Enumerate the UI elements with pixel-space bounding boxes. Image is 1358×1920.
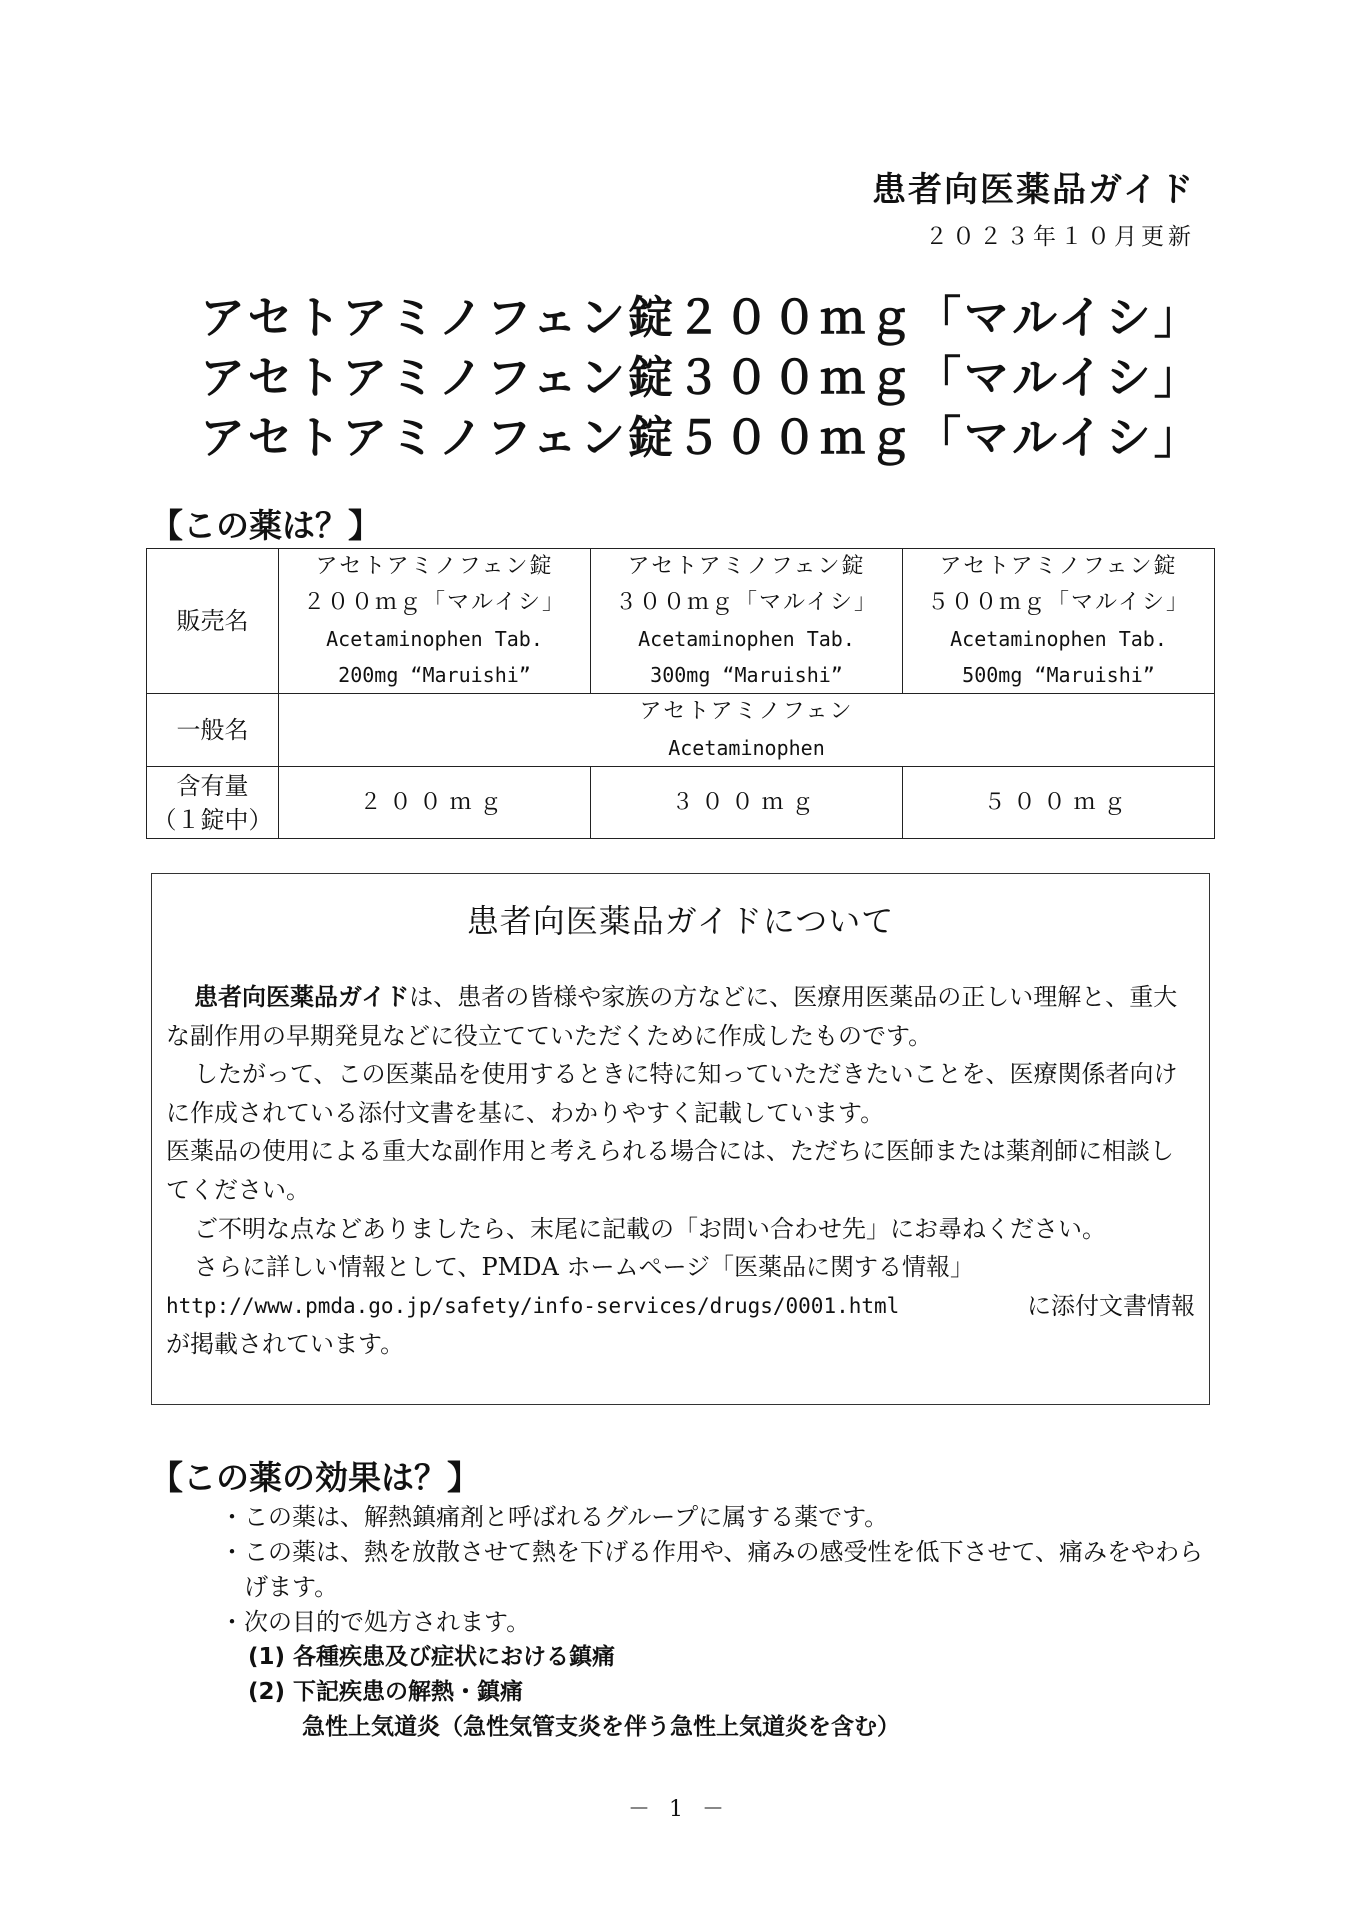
drug-titles [200, 288, 1200, 468]
section-heading-effects: 【この薬の効果は？】 [150, 1458, 480, 1497]
content-amount: ５００ｍｇ [903, 767, 1215, 839]
content-label-line: 含有量 [176, 771, 249, 800]
section-heading-about: 【この薬は？】 [150, 506, 381, 545]
guide-paragraph: したがって、この医薬品を使用するときに特に知っていただきたいことを、医療関係者向けに作成されている添付文書を基に、わかりやすく記載しています。 [166, 1060, 1178, 1127]
table-row [147, 694, 1215, 767]
indication-detail: 急性上気道炎（急性気管支炎を伴う急性上気道炎を含む） [302, 1714, 900, 1740]
content-label-line: （１錠中） [152, 805, 273, 834]
effects-list [220, 1500, 1220, 1745]
content-label [147, 767, 279, 839]
page-number: － 1 － [628, 1797, 730, 1822]
bullet-mark: ・ [220, 1608, 244, 1636]
guide-paragraph: さらに詳しい情報として、PMDA ホームページ「医薬品に関する情報」 [194, 1253, 974, 1282]
update-date: ２０２３年１０月更新 [925, 224, 1195, 250]
table-row [147, 549, 1215, 694]
drug-title: アセトアミノフェン錠２００ｍｇ「マルイシ」 [200, 291, 1202, 344]
guide-box-text [166, 978, 1195, 1364]
brand-en-line: Acetaminophen Tab. [326, 627, 543, 651]
list-item-text: この薬は、解熱鎮痛剤と呼ばれるグループに属する薬です。 [244, 1503, 889, 1531]
brand-en-line: Acetaminophen Tab. [950, 627, 1167, 651]
guide-url-line [166, 1287, 1195, 1326]
list-item-text: 次の目的で処方されます。 [244, 1608, 531, 1636]
bullet-mark: ・ [220, 1538, 244, 1566]
brand-jp-line: アセトアミノフェン錠 [939, 554, 1178, 579]
brand-jp-line: アセトアミノフェン錠 [627, 554, 866, 579]
document-type-heading: 患者向医薬品ガイド [872, 170, 1195, 210]
list-item-text: この薬は、熱を放散させて熱を下げる作用や、痛みの感受性を低下させて、痛みをやわらげます。 [244, 1538, 1204, 1601]
brand-cell [591, 549, 903, 694]
brand-cell [279, 549, 591, 694]
list-item [220, 1605, 1220, 1640]
guide-paragraph [166, 978, 1195, 1055]
bullet-mark: ・ [220, 1503, 244, 1531]
indication-item: (1) 各種疾患及び症状における鎮痛 [248, 1644, 616, 1670]
guide-text-span: に添付文書情報 [1027, 1291, 1195, 1320]
brand-en-line: 500mg “Maruishi” [962, 663, 1155, 687]
generic-name-en: Acetaminophen [668, 736, 825, 760]
brand-jp-line: アセトアミノフェン錠 [315, 554, 554, 579]
drug-info-table [146, 548, 1215, 839]
guide-bold-term: 患者向医薬品ガイド [194, 983, 410, 1011]
guide-text-span: は、患者の皆様や家族の方などに、医療用医薬品の正しい理解と、重大な副作用の早期発見などに役立てていただくために作成したものです。 [166, 983, 1178, 1050]
generic-name-label: 一般名 [147, 694, 279, 767]
brand-cell [903, 549, 1215, 694]
brand-en-line: 200mg “Maruishi” [338, 663, 531, 687]
pmda-url-link[interactable]: http://www.pmda.go.jp/safety/info-services/drugs/0001.html [166, 1293, 900, 1318]
guide-paragraph: 医薬品の使用による重大な副作用と考えられる場合には、ただちに医師または薬剤師に相談してください。 [166, 1137, 1174, 1204]
generic-name-jp: アセトアミノフェン [639, 699, 854, 724]
list-item [220, 1535, 1220, 1605]
list-item [220, 1500, 1220, 1535]
table-row [147, 767, 1215, 839]
brand-jp-line: ３００ｍｇ「マルイシ」 [615, 590, 878, 615]
guide-paragraph: が掲載されています。 [166, 1330, 405, 1359]
brand-name-label: 販売名 [147, 549, 279, 694]
guide-box-title: 患者向医薬品ガイドについて [466, 902, 895, 940]
brand-en-line: 300mg “Maruishi” [650, 663, 843, 687]
drug-title: アセトアミノフェン錠５００ｍｇ「マルイシ」 [200, 411, 1202, 464]
brand-jp-line: ２００ｍｇ「マルイシ」 [303, 590, 566, 615]
content-amount: ２００ｍｇ [279, 767, 591, 839]
generic-name-cell [279, 694, 1215, 767]
brand-en-line: Acetaminophen Tab. [638, 627, 855, 651]
guide-paragraph: ご不明な点などありましたら、末尾に記載の「お問い合わせ先」にお尋ねください。 [194, 1214, 1106, 1243]
content-amount: ３００ｍｇ [591, 767, 903, 839]
brand-jp-line: ５００ｍｇ「マルイシ」 [927, 590, 1190, 615]
drug-title: アセトアミノフェン錠３００ｍｇ「マルイシ」 [200, 351, 1202, 404]
guide-info-box [151, 873, 1210, 1405]
indication-item: (2) 下記疾患の解熱・鎮痛 [248, 1679, 524, 1705]
